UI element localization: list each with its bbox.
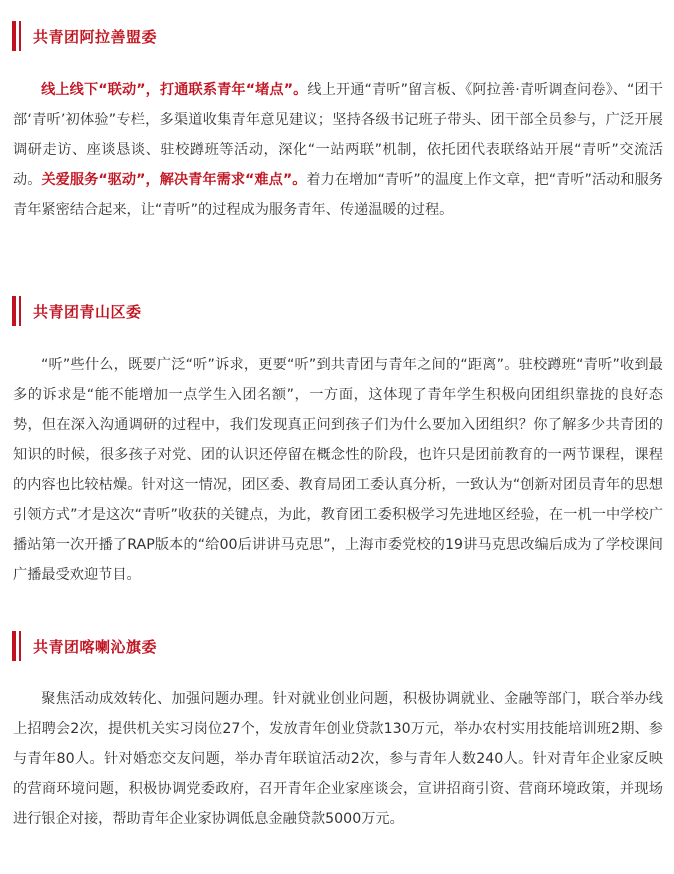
- section-title: 共青团阿拉善盟委: [33, 27, 158, 46]
- section-marker-thin: [19, 21, 21, 51]
- paragraph-segment: 线上开通“青听”留言板、《阿拉善·青听调查问卷》、“团干部‘青听’初体验”专栏，多渠道收集青年意见建议；坚持各级书记班子带头、团干部全员参与，广泛开展调研走访、座谈恳谈、驻校蹲班等活动，深化“一站两联”机制，依托团代表联络站开展“青听”交流活动。: [13, 82, 663, 188]
- section-marker-thick: [12, 631, 16, 661]
- paragraph-segment: 关爱服务“驱动”，解决青年需求“难点”。: [41, 172, 307, 188]
- paragraph-segment: “听”些什么，既要广泛“听”诉求，更要“听”到共青团与青年之间的“距离”。驻校蹲班“青听”收到最多的诉求是“能不能增加一点学生入团名额”，一方面，这体现了青年学生积极向团组织靠拢的良好态势，但在深入沟通调研的过程中，我们发现真正问到孩子们为什么要加入团组织？你了解多少共青团的知识的时候，很多孩子对党、团的认识还停留在概念性的阶段，也许只是团前教育的一两节课程，课程的内容也比较枯燥。针对这一情况，团区委、教育局团工委认真分析，一致认为“创新对团员青年的思想引领方式”才是这次“青听”收获的关键点，为此，教育团工委积极学习先进地区经验，在一机一中学校广播站第一次开播了RAP版本的“给00后讲讲马克思”，上海市委党校的19讲马克思改编后成为了学校课间广播最受欢迎节目。: [13, 357, 663, 583]
- section-marker-thick: [12, 296, 16, 326]
- section-paragraph-harqin: [13, 684, 663, 834]
- section-paragraph-qingshan: [13, 350, 663, 590]
- section-title: 共青团青山区委: [33, 302, 142, 321]
- section-marker-thin: [19, 631, 21, 661]
- paragraph-segment: 着力在增加“青听”的温度上作文章，把“青听”活动和服务青年紧密结合起来，让“青听”的过程成为服务青年、传递温暖的过程。: [13, 172, 663, 218]
- section-header-qingshan: [12, 296, 142, 326]
- paragraph-segment: 线上线下“联动”，打通联系青年“堵点”。: [41, 82, 308, 98]
- paragraph-segment: 聚焦活动成效转化、加强问题办理。针对就业创业问题，积极协调就业、金融等部门，联合举办线上招聘会2次，提供机关实习岗位27个，发放青年创业贷款130万元，举办农村实用技能培训班2期、参与青年80人。针对婚恋交友问题，举办青年联谊活动2次，参与青年人数240人。针对青年企业家反映的营商环境问题，积极协调党委政府，召开青年企业家座谈会，宣讲招商引资、营商环境政策，并现场进行银企对接，帮助青年企业家协调低息金融贷款5000万元。: [13, 691, 663, 827]
- section-marker-thin: [19, 296, 21, 326]
- section-paragraph-alashan: [13, 75, 663, 225]
- section-title: 共青团喀喇沁旗委: [33, 637, 158, 656]
- section-header-alashan: [12, 21, 157, 51]
- section-header-harqin: [12, 631, 157, 661]
- section-marker-thick: [12, 21, 16, 51]
